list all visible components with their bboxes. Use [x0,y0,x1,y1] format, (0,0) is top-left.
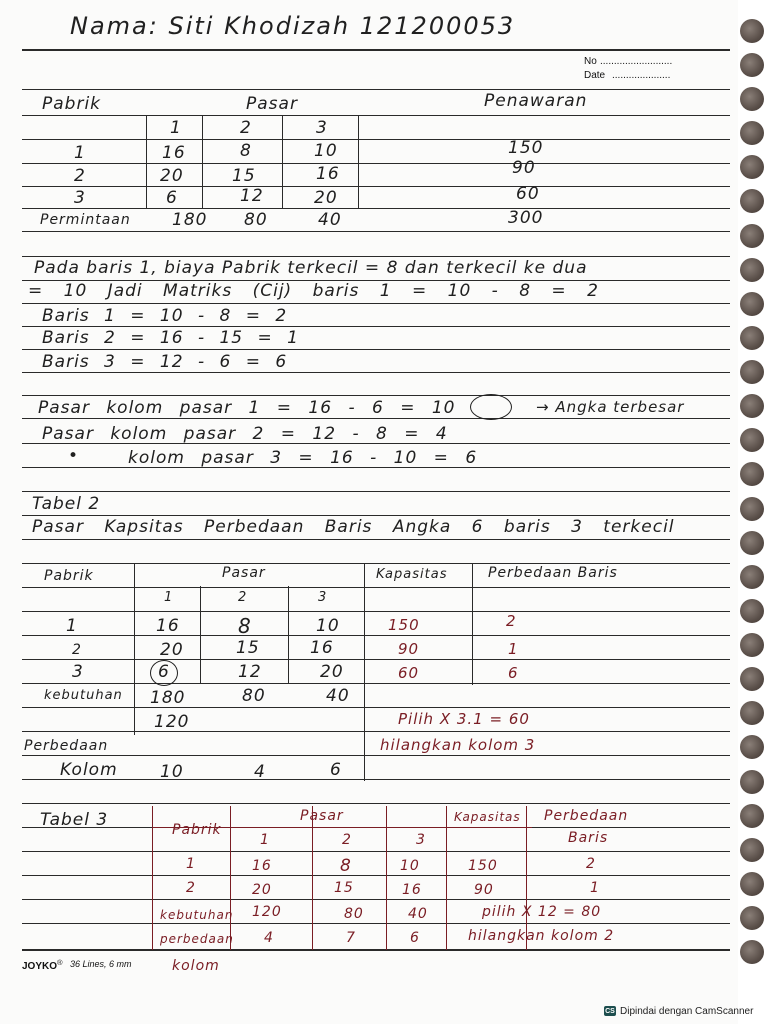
t3-hilangkan-note: hilangkan kolom 2 [468,928,615,944]
t1-col-1: 1 [170,118,182,138]
ruled-line [22,899,730,900]
brand-logo: JOYKO® [22,958,63,972]
t1-col-2: 2 [240,118,252,138]
note-kolom-1-remark: → Angka terbesar [536,398,685,416]
binding-hole [740,565,764,589]
t3-border [152,806,153,950]
t3-border [230,806,231,950]
t3-border [386,806,387,950]
ruled-line [22,491,730,492]
t1-header-penawaran: Penawaran [484,91,588,111]
t3-row2-pabrik: 2 [186,880,196,896]
t3-row1-c1: 16 [252,858,272,874]
t2-beda-kolom-2: 4 [254,762,266,782]
ruled-line [22,349,730,350]
ruled-line [22,875,730,876]
t2-kebutuhan-revised: 120 [154,712,190,732]
t1-border [146,116,147,208]
t1-demand-label: Permintaan [40,212,131,228]
binding-hole [740,224,764,248]
binding-hole [740,292,764,316]
t2-beda-kolom-1: 10 [160,762,184,782]
t2-pilih-note: Pilih X 3.1 = 60 [398,710,530,728]
no-dotted-line: .......................... [600,56,673,67]
ruled-line [22,707,730,708]
t2-header-perbedaan: Perbedaan Baris [488,565,618,581]
t1-border [202,116,203,208]
t1-row3-supply: 60 [516,184,540,204]
t3-kebutuhan-1: 120 [252,904,282,920]
binding-hole [740,667,764,691]
camscanner-icon: CS [605,1007,615,1015]
t2-row2-kapasitas: 90 [398,640,420,658]
t1-row3-pabrik: 3 [74,188,86,208]
binding-hole [740,19,764,43]
t1-row2-supply: 90 [512,158,536,178]
t1-row2-c1: 20 [160,166,184,186]
student-name-heading: Nama: Siti Khodizah 121200053 [70,12,516,40]
t3-col-1: 1 [260,832,270,848]
t1-row1-pabrik: 1 [74,143,86,163]
t2-row3-c1: 6 [158,662,170,682]
t3-beda-kolom-2: 7 [346,930,356,946]
binding-hole [740,599,764,623]
t3-row1-c3: 10 [400,858,420,874]
t1-border [358,116,359,208]
t3-row2-kapasitas: 90 [474,882,494,898]
t1-row1-supply: 150 [508,138,544,158]
binding-hole [740,940,764,964]
t1-demand-2: 80 [244,210,268,230]
t2-border [134,563,364,564]
t3-kebutuhan-label: kebutuhan [160,908,234,922]
ruled-line [22,163,730,164]
t1-row3-c2: 12 [240,186,264,206]
t3-header-baris: Baris [568,830,609,846]
t3-kolom-label: kolom [172,958,220,974]
t3-col-3: 3 [416,832,426,848]
ruled-line [22,256,730,257]
t2-row1-kapasitas: 150 [388,616,420,634]
binding-hole [740,735,764,759]
t1-border [282,116,283,208]
t1-row2-c2: 15 [232,166,256,186]
binding-hole [740,804,764,828]
t3-beda-kolom-3: 6 [410,930,420,946]
t2-row3-pabrik: 3 [72,662,84,682]
t3-beda-kolom-1: 4 [264,930,274,946]
t1-row3-c1: 6 [166,188,178,208]
t2-row1-c3: 10 [316,616,340,636]
t2-kolom-label: Kolom [60,760,118,780]
t2-row3-perbedaan: 6 [508,664,519,682]
t2-perbedaan-label: Perbedaan [24,738,109,754]
t2-row2-c2: 15 [236,638,260,658]
t2-border [134,563,135,735]
t3-pilih-note: pilih X 12 = 80 [482,904,602,920]
t2-border [472,563,473,685]
binding-hole [740,701,764,725]
ruled-line [22,803,730,804]
tabel-2-title: Tabel 2 [32,494,101,514]
t3-row2-c3: 16 [402,882,422,898]
ruled-line [22,418,730,419]
t1-row2-pabrik: 2 [74,166,86,186]
t3-header-pabrik: Pabrik [172,822,222,838]
note-bullet: • [68,446,80,466]
t2-row1-pabrik: 1 [66,616,78,636]
date-label: Date [584,70,606,81]
t3-row1-c2: 8 [340,856,352,876]
t1-demand-1: 180 [172,210,208,230]
ruled-line [22,395,730,396]
t3-row1-kapasitas: 150 [468,858,498,874]
t2-border [288,586,289,684]
ruled-line [22,303,730,304]
note-baris-2: Baris 2 = 16 - 15 = 1 [42,328,299,348]
t2-row2-perbedaan: 1 [508,640,519,658]
tabel-2-description: Pasar Kapsitas Perbedaan Baris Angka 6 baris 3 terkecil [32,517,675,537]
t2-header-pasar: Pasar [222,565,266,581]
t2-row3-c2: 12 [238,662,262,682]
binding-hole [740,906,764,930]
t2-kebutuhan-3: 40 [326,686,350,706]
t2-col-2: 2 [238,590,248,605]
ruled-line [22,326,730,327]
t3-header-perbedaan: Perbedaan [544,808,629,824]
binding-hole [740,838,764,862]
ruled-line [22,208,730,209]
t2-header-pabrik: Pabrik [44,568,94,584]
no-label: No [584,56,597,67]
note-kolom-1: Pasar kolom pasar 1 = 16 - 6 = 10 [38,398,456,418]
highlight-circle [470,394,512,420]
t2-kebutuhan-label: kebutuhan [44,688,123,703]
t2-row2-pabrik: 2 [72,642,82,658]
camscanner-watermark [604,1003,753,1019]
t2-hilangkan-note: hilangkan kolom 3 [380,736,536,754]
ruled-line [22,139,730,140]
t2-beda-kolom-3: 6 [330,760,342,780]
t1-demand-3: 40 [318,210,342,230]
binding-hole [740,360,764,384]
ruled-line [22,779,730,780]
ruled-line [22,635,730,636]
tabel-3-title: Tabel 3 [40,810,109,830]
binding-hole [740,770,764,794]
camscanner-text: Dipindai dengan CamScanner [620,1005,754,1017]
note-line-2: = 10 Jadi Matriks (Cij) baris 1 = 10 - 8 = 2 [28,281,599,301]
binding-hole [740,497,764,521]
t1-row3-c3: 20 [314,188,338,208]
t1-total: 300 [508,208,544,228]
ruled-line [22,731,730,732]
binding-hole [740,87,764,111]
t1-header-pabrik: Pabrik [42,94,102,114]
t3-kebutuhan-3: 40 [408,906,428,922]
t2-row2-c1: 20 [160,640,184,660]
note-baris-3: Baris 3 = 12 - 6 = 6 [42,352,288,372]
t2-kebutuhan-1: 180 [150,688,186,708]
binding-hole [740,633,764,657]
binding-hole [740,53,764,77]
binding-hole [740,872,764,896]
ruled-line [22,949,730,951]
note-kolom-2: Pasar kolom pasar 2 = 12 - 8 = 4 [42,424,448,444]
t3-row1-pabrik: 1 [186,856,196,872]
t3-header-kapasitas: Kapasitas [454,810,521,824]
t2-row1-perbedaan: 2 [506,612,517,630]
binding-hole [740,462,764,486]
ruled-line [22,539,730,540]
t1-row1-c3: 10 [314,141,338,161]
t2-border [200,586,201,684]
t1-col-3: 3 [316,118,328,138]
t3-col-2: 2 [342,832,352,848]
ruled-line [22,851,730,852]
t2-col-3: 3 [318,590,328,605]
ruled-line [22,611,730,612]
ruled-line [22,923,730,924]
ruled-line [22,563,730,564]
t3-border [446,806,447,950]
spiral-binding [736,0,768,1024]
t2-row2-c3: 16 [310,638,334,658]
binding-hole [740,428,764,452]
paper-spec: 36 Lines, 6 mm [70,959,132,969]
ruled-line [22,515,730,516]
ruled-line [22,231,730,232]
t3-row1-perbedaan: 2 [586,856,596,872]
t3-border [312,806,313,950]
t2-header-kapasitas: Kapasitas [376,567,448,582]
t1-row1-c2: 8 [240,141,252,161]
t2-row3-kapasitas: 60 [398,664,420,682]
ruled-line [22,587,730,588]
ruled-line [22,115,730,116]
t2-row3-c3: 20 [320,662,344,682]
t1-header-pasar: Pasar [246,94,298,114]
ruled-line [22,49,730,51]
t3-header-pasar: Pasar [300,808,344,824]
t3-row2-c2: 15 [334,880,354,896]
binding-hole [740,155,764,179]
t2-row1-c1: 16 [156,616,180,636]
date-dotted-line: ..................... [612,70,671,81]
note-baris-1: Baris 1 = 10 - 8 = 2 [42,306,288,326]
t3-row2-c1: 20 [252,882,272,898]
ruled-line [22,186,730,187]
t1-row1-c1: 16 [162,143,186,163]
t3-kebutuhan-2: 80 [344,906,364,922]
t2-col-1: 1 [164,590,174,605]
note-line-1: Pada baris 1, biaya Pabrik terkecil = 8 dan terkecil ke dua [34,258,588,278]
t2-border [364,563,365,781]
binding-hole [740,121,764,145]
ruled-line [22,683,730,684]
t2-row1-c2: 8 [238,614,252,638]
binding-hole [740,258,764,282]
note-kolom-3: kolom pasar 3 = 16 - 10 = 6 [128,448,478,468]
ruled-line [22,659,730,660]
ruled-line [22,372,730,373]
binding-hole [740,326,764,350]
ruled-line [22,755,730,756]
ruled-line [22,89,730,90]
t3-row2-perbedaan: 1 [590,880,600,896]
binding-hole [740,189,764,213]
binding-hole [740,394,764,418]
t2-kebutuhan-2: 80 [242,686,266,706]
t3-perbedaan-label: perbedaan [160,932,234,946]
t1-row2-c3: 16 [316,164,340,184]
binding-hole [740,531,764,555]
